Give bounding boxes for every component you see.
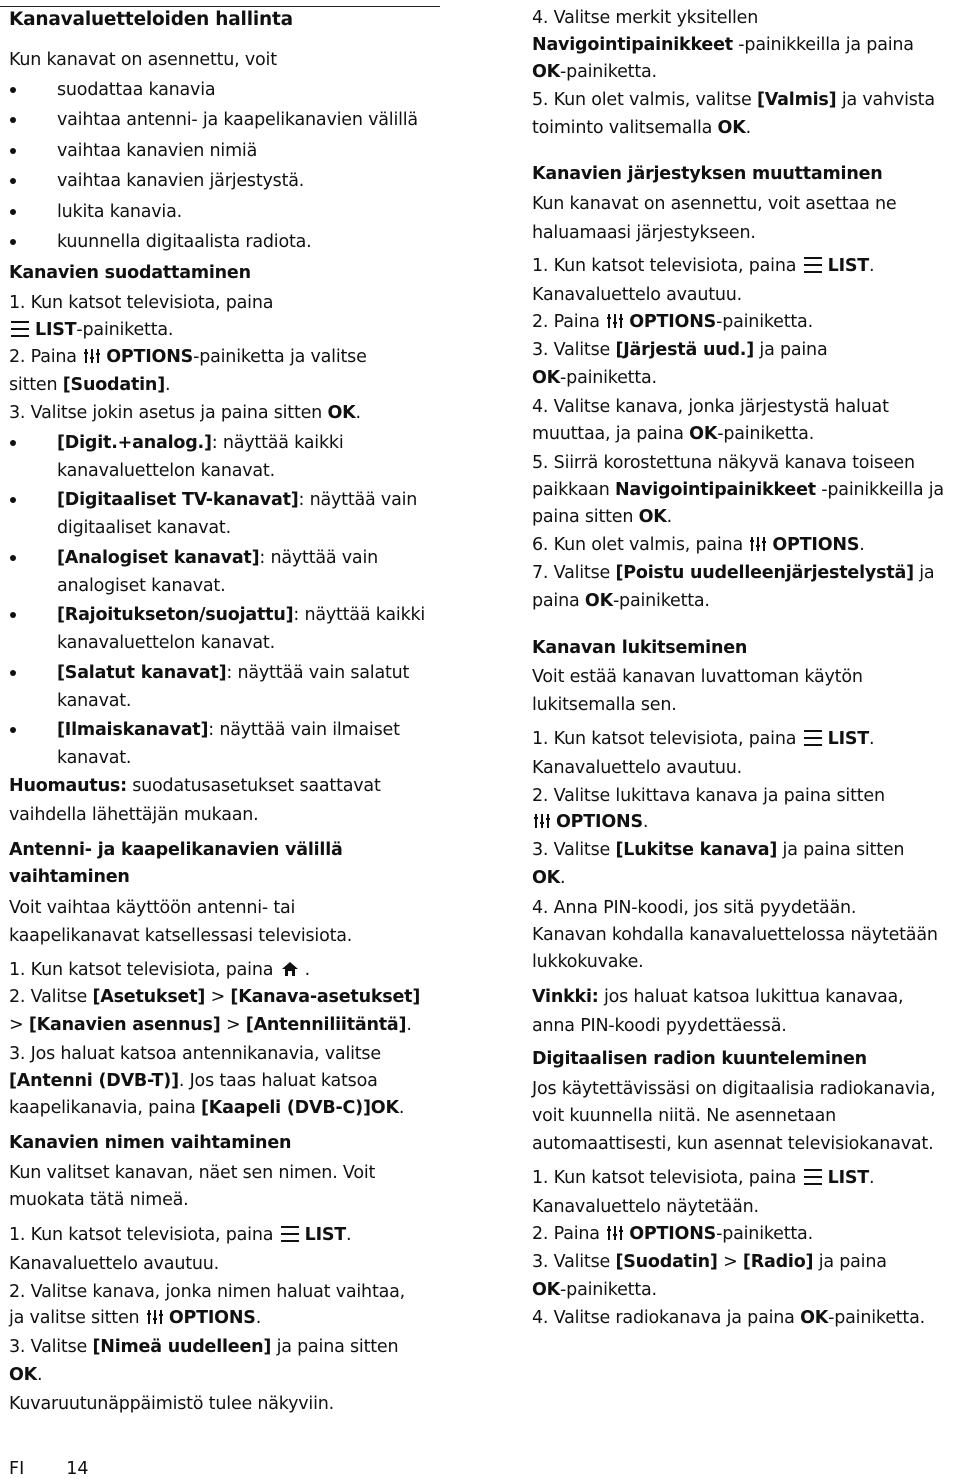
- step: paikkaan Navigointipainikkeet -painikkeilla ja: [532, 480, 944, 500]
- step: paina sitten OK.: [532, 507, 673, 527]
- tip: anna PIN-koodi pyydettäessä.: [532, 1016, 787, 1036]
- top-rule: [0, 6, 440, 7]
- step: OK-painiketta.: [532, 1280, 657, 1300]
- step: 3. Jos haluat katsoa antennikanavia, valitse: [9, 1044, 381, 1064]
- list-item-cont: digitaaliset kanavat.: [57, 518, 231, 538]
- step: paina OK-painiketta.: [532, 591, 710, 611]
- paragraph: muokata tätä nimeä.: [9, 1190, 189, 1210]
- list-item: [Rajoitukseton/suojattu]: näyttää kaikki: [57, 605, 426, 625]
- paragraph: Voit estää kanavan luvattoman käytön: [532, 667, 863, 687]
- list-item-cont: kanavaluettelon kanavat.: [57, 461, 275, 481]
- step: 3. Valitse jokin asetus ja paina sitten OK.: [9, 403, 361, 423]
- list-item-cont: kanavat.: [57, 748, 132, 768]
- paragraph: haluamaasi järjestykseen.: [532, 223, 756, 243]
- paragraph: Voit vaihtaa käyttöön antenni- tai: [9, 898, 296, 918]
- list-item: [Salatut kanavat]: näyttää vain salatut: [57, 663, 410, 683]
- subsection-title: Kanavan lukitseminen: [532, 638, 748, 658]
- step: OK.: [532, 868, 566, 888]
- step: 1. Kun katsot televisiota, paina LIST.: [9, 1225, 352, 1245]
- step: 5. Siirrä korostettuna näkyvä kanava toiseen: [532, 453, 915, 473]
- paragraph: Kun kanavat on asennettu, voit asettaa ne: [532, 194, 897, 214]
- paragraph: Kun valitset kanavan, näet sen nimen. Voit: [9, 1163, 376, 1183]
- step: 2. Valitse lukittava kanava ja paina sitten: [532, 786, 885, 806]
- step: LIST-painiketta.: [9, 318, 173, 342]
- tip: Vinkki: jos haluat katsoa lukittua kanavaa,: [532, 987, 904, 1007]
- paragraph: kaapelikanavat katsellessasi televisiota.: [9, 926, 353, 946]
- list-item: vaihtaa kanavien nimiä: [57, 141, 258, 161]
- step: kaapelikanavia, paina [Kaapeli (DVB-C)]OK.: [9, 1098, 405, 1118]
- step: 4. Valitse radiokanava ja paina OK-painiketta.: [532, 1308, 925, 1328]
- bullet: [10, 670, 16, 676]
- step: > [Kanavien asennus] > [Antenniliitäntä].: [9, 1015, 412, 1035]
- step: 2. Paina OPTIONS-painiketta.: [532, 312, 813, 332]
- bullet: [10, 117, 16, 123]
- paragraph: Jos käytettävissäsi on digitaalisia radiokanavia,: [532, 1079, 936, 1099]
- subsection-title: Kanavien nimen vaihtaminen: [9, 1133, 292, 1153]
- list-icon: [11, 321, 29, 337]
- step: lukkokuvake.: [532, 952, 644, 972]
- step: 3. Valitse [Lukitse kanava] ja paina sitten: [532, 840, 905, 860]
- paragraph: voit kuunnella niitä. Ne asennetaan: [532, 1106, 836, 1126]
- list-item: suodattaa kanavia: [57, 80, 216, 100]
- step: OK.: [9, 1365, 43, 1385]
- list-item: vaihtaa antenni- ja kaapelikanavien välillä: [57, 110, 418, 130]
- step: Kuvaruutunäppäimistö tulee näkyviin.: [9, 1394, 335, 1414]
- list-item-cont: kanavaluettelon kanavat.: [57, 633, 275, 653]
- step: OK-painiketta.: [532, 368, 657, 388]
- list-item: kuunnella digitaalista radiota.: [57, 232, 312, 252]
- list-item: [Digitaaliset TV-kanavat]: näyttää vain: [57, 490, 418, 510]
- paragraph: lukitsemalla sen.: [532, 695, 677, 715]
- list-icon: [804, 257, 822, 273]
- bullet: [10, 209, 16, 215]
- bullet: [10, 555, 16, 561]
- list-item: lukita kanavia.: [57, 202, 182, 222]
- step: 1. Kun katsot televisiota, paina LIST.: [532, 256, 875, 276]
- step: 4. Valitse merkit yksitellen: [532, 8, 759, 28]
- step: 7. Valitse [Poistu uudelleenjärjestelystä] ja: [532, 563, 935, 583]
- step: 2. Valitse kanava, jonka nimen haluat vaihtaa,: [9, 1282, 406, 1302]
- options-icon: [607, 314, 623, 328]
- step: Kanavaluettelo avautuu.: [532, 285, 743, 305]
- list-item: [Analogiset kanavat]: näyttää vain: [57, 548, 379, 568]
- list-icon: [281, 1226, 299, 1242]
- paragraph: automaattisesti, kun asennat televisiokanavat.: [532, 1134, 934, 1154]
- page-number: 14: [66, 1459, 89, 1479]
- bullet: [10, 148, 16, 154]
- subsection-title: Digitaalisen radion kuunteleminen: [532, 1049, 867, 1069]
- step: Kanavaluettelo näytetään.: [532, 1197, 759, 1217]
- step: 1. Kun katsot televisiota, paina LIST.: [532, 1168, 875, 1188]
- step: Navigointipainikkeet -painikkeilla ja paina: [532, 35, 914, 55]
- step: 2. Paina OPTIONS-painiketta.: [532, 1224, 813, 1244]
- step: 5. Kun olet valmis, valitse [Valmis] ja vahvista: [532, 90, 935, 110]
- step: Kanavan kohdalla kanavaluettelossa näytetään: [532, 925, 938, 945]
- step: 1. Kun katsot televisiota, paina: [9, 293, 274, 313]
- note: Huomautus: suodatusasetukset saattavat: [9, 776, 381, 796]
- bullet: [10, 497, 16, 503]
- step: Kanavaluettelo avautuu.: [9, 1254, 220, 1274]
- subsection-title: vaihtaminen: [9, 867, 130, 887]
- step: 1. Kun katsot televisiota, paina .: [9, 960, 311, 980]
- section-title: Kanavaluetteloiden hallinta: [9, 9, 293, 30]
- bullet: [10, 612, 16, 618]
- paragraph: Kun kanavat on asennettu, voit: [9, 50, 277, 70]
- step: 6. Kun olet valmis, paina OPTIONS.: [532, 535, 865, 555]
- list-item-cont: analogiset kanavat.: [57, 576, 226, 596]
- step: 3. Valitse [Nimeä uudelleen] ja paina sitten: [9, 1337, 399, 1357]
- step: [Antenni (DVB-T)]. Jos taas haluat katsoa: [9, 1071, 378, 1091]
- language-code: FI: [9, 1459, 25, 1479]
- step: 4. Valitse kanava, jonka järjestystä haluat: [532, 397, 889, 417]
- subsection-title: Antenni- ja kaapelikanavien välillä: [9, 840, 343, 860]
- step: toiminto valitsemalla OK.: [532, 118, 751, 138]
- list-item-cont: kanavat.: [57, 691, 132, 711]
- home-icon: [281, 961, 299, 977]
- step: muuttaa, ja paina OK-painiketta.: [532, 424, 815, 444]
- page-footer: [9, 1459, 89, 1479]
- step: Kanavaluettelo avautuu.: [532, 758, 743, 778]
- step: 3. Valitse [Suodatin] > [Radio] ja paina: [532, 1252, 887, 1272]
- options-icon: [147, 1310, 163, 1324]
- step: OPTIONS.: [532, 810, 648, 834]
- step: ja valitse sitten OPTIONS.: [9, 1308, 262, 1328]
- options-icon: [84, 349, 100, 363]
- bullet: [10, 727, 16, 733]
- step: 3. Valitse [Järjestä uud.] ja paina: [532, 340, 828, 360]
- bullet: [10, 239, 16, 245]
- options-icon: [534, 814, 550, 828]
- list-icon: [804, 1169, 822, 1185]
- bullet: [10, 87, 16, 93]
- bullet: [10, 178, 16, 184]
- step: sitten [Suodatin].: [9, 375, 171, 395]
- options-icon: [607, 1226, 623, 1240]
- subsection-title: Kanavien suodattaminen: [9, 263, 251, 283]
- list-item: vaihtaa kanavien järjestystä.: [57, 171, 305, 191]
- list-item: [Digit.+analog.]: näyttää kaikki: [57, 433, 344, 453]
- step: 1. Kun katsot televisiota, paina LIST.: [532, 729, 875, 749]
- step: 2. Valitse [Asetukset] > [Kanava-asetukset]: [9, 987, 421, 1007]
- list-icon: [804, 730, 822, 746]
- subsection-title: Kanavien järjestyksen muuttaminen: [532, 164, 883, 184]
- list-item: [Ilmaiskanavat]: näyttää vain ilmaiset: [57, 720, 400, 740]
- step: 2. Paina OPTIONS-painiketta ja valitse: [9, 347, 367, 367]
- options-icon: [750, 537, 766, 551]
- bullet: [10, 440, 16, 446]
- step: OK-painiketta.: [532, 62, 657, 82]
- step: 4. Anna PIN-koodi, jos sitä pyydetään.: [532, 898, 857, 918]
- note: vaihdella lähettäjän mukaan.: [9, 805, 259, 825]
